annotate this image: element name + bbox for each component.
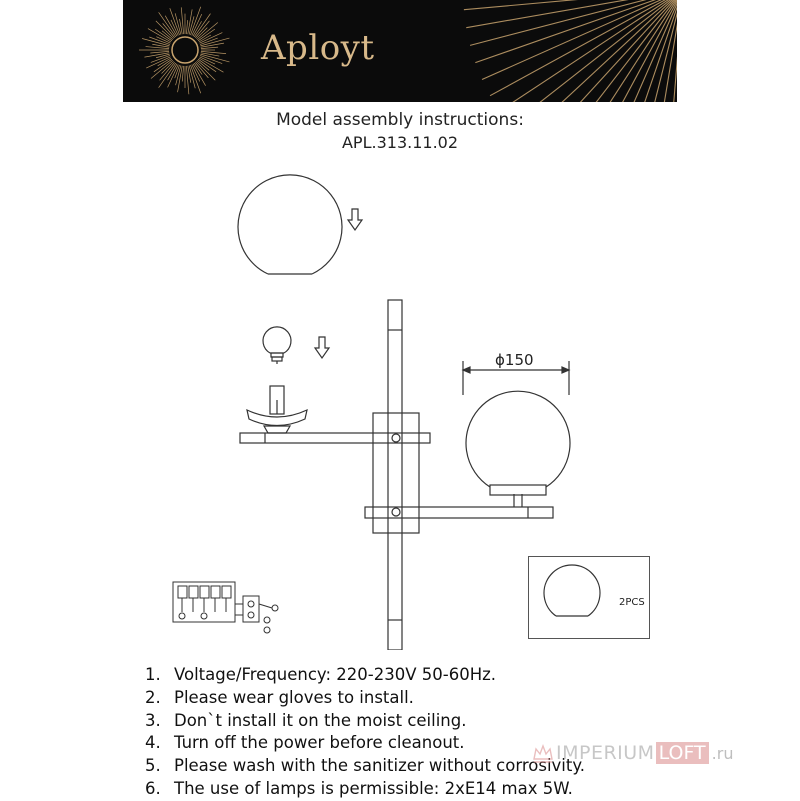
header-banner	[123, 0, 677, 102]
bulb-diagram	[263, 327, 291, 364]
wall-plate	[373, 413, 419, 533]
sunburst-decoration	[123, 0, 677, 102]
assembly-drawing	[0, 160, 800, 650]
socket-cup-diagram	[247, 386, 307, 433]
glass-shade-diagram	[238, 175, 342, 274]
crown-icon	[530, 740, 556, 766]
glass-globe	[466, 391, 570, 495]
instruction-item: 1. Voltage/Frequency: 220-230V 50-60Hz.	[145, 665, 497, 684]
wiring-diagram	[173, 582, 278, 633]
arrow-down-icon	[315, 337, 329, 358]
document-title: Model assembly instructions:	[276, 110, 524, 130]
instruction-item: 2. Please wear gloves to install.	[145, 687, 414, 707]
lower-arm	[365, 494, 553, 518]
instruction-item: 3. Don`t install it on the moist ceiling.	[145, 710, 467, 730]
arrow-down-icon	[348, 209, 362, 230]
diameter-label: ϕ150	[495, 351, 534, 369]
instruction-list	[145, 664, 585, 801]
model-number: APL.313.11.02	[341, 133, 459, 152]
instruction-item: 6. The use of lamps is permissible: 2xE14 max 5W.	[145, 778, 573, 798]
instruction-item: 4. Turn off the power before cleanout.	[145, 733, 465, 753]
instruction-item: 5. Please wash with the sanitizer without corrosivity.	[145, 756, 586, 776]
watermark: IMPERIUM LOFT .ru	[530, 740, 733, 766]
brand-logo: Aployt	[261, 28, 375, 68]
quantity-label: 2PCS	[619, 597, 645, 608]
vertical-bar	[388, 300, 402, 650]
